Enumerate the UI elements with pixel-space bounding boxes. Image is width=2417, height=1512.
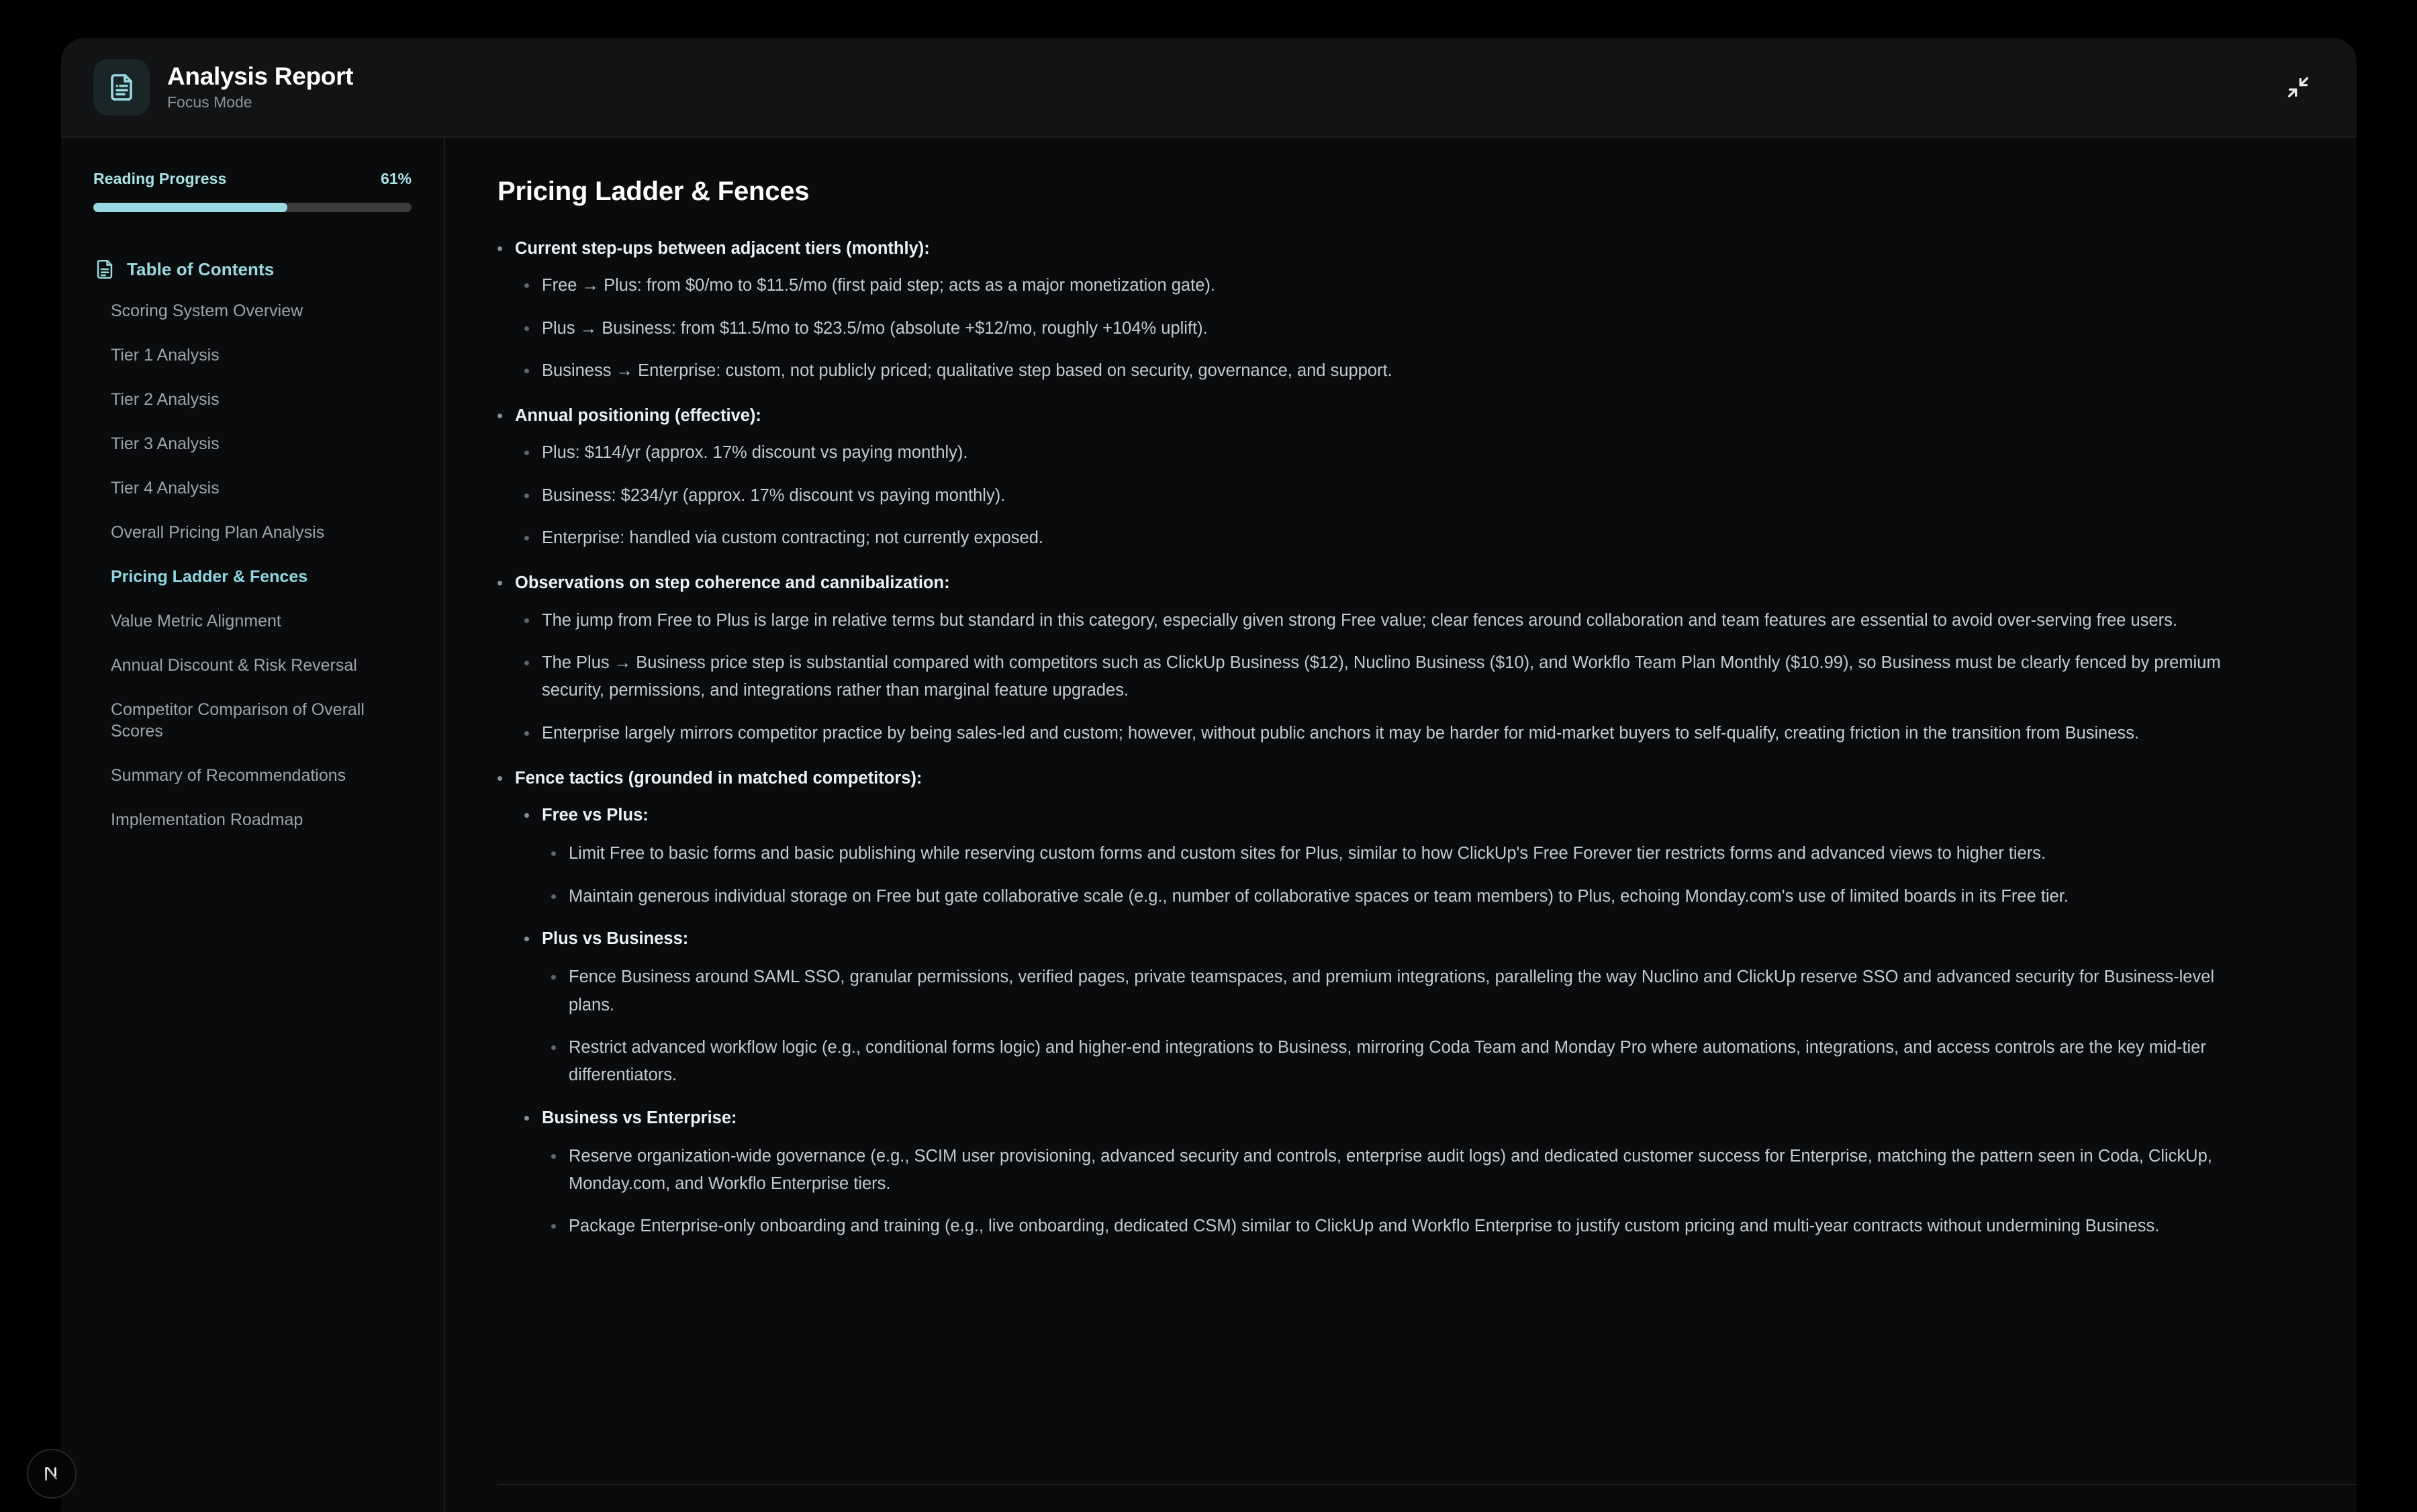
bullet-text: Annual positioning (effective): [515, 406, 761, 426]
sidebar-item[interactable] [93, 510, 412, 555]
reading-progress [93, 170, 412, 188]
content-outline [497, 235, 2242, 1241]
bullet-heading [497, 402, 2242, 430]
sidebar-item[interactable] [93, 753, 412, 798]
reading-progress-label: Reading Progress [93, 170, 227, 187]
sidebar-item[interactable] [93, 333, 412, 377]
bullet-subsublist [524, 963, 2242, 1089]
bullet-text: Package Enterprise-only onboarding and training (e.g., live onboarding, dedicated CSM) similar to ClickUp and Workflo Enterprise to justify custom pricing and multi-year contracts without undermining Business. [569, 1217, 2160, 1236]
bullet-heading [524, 1104, 2242, 1132]
bullet-item [524, 607, 2242, 634]
bullet-heading [524, 925, 2242, 953]
sidebar-item-label: Value Metric Alignment [111, 612, 281, 630]
sidebar-item-label: Tier 2 Analysis [111, 390, 220, 409]
bullet-heading [497, 765, 2242, 792]
bullet-text: Limit Free to basic forms and basic publishing while reserving custom forms and custom sites for Plus, similar to how ClickUp's Free Forever tier restricts forms and advanced views to higher tiers. [569, 844, 2046, 863]
sidebar-item[interactable] [93, 798, 412, 842]
table-of-contents-header [93, 258, 412, 281]
bullet-text: Plus → Business: from $11.5/mo to $23.5/mo (absolute +$12/mo, roughly +104% uplift). [542, 318, 1208, 338]
bullet-heading [497, 235, 2242, 263]
bullet-subsublist [524, 840, 2242, 910]
sidebar-item[interactable] [93, 422, 412, 466]
bullet-item [524, 649, 2242, 705]
sidebar-item-label: Annual Discount & Risk Reversal [111, 656, 357, 675]
bullet-item [551, 1034, 2242, 1090]
report-body [61, 138, 2357, 1512]
bullet-item [551, 1143, 2242, 1198]
bullet-text: Business vs Enterprise: [542, 1108, 737, 1127]
bullet-item [551, 840, 2242, 867]
sidebar [61, 138, 445, 1512]
sidebar-item[interactable] [93, 643, 412, 688]
sidebar-item[interactable] [93, 688, 412, 753]
report-card [61, 38, 2357, 1512]
bullet-item [551, 1213, 2242, 1240]
bullet-sublist [497, 272, 2242, 385]
sidebar-item-label: Scoring System Overview [111, 301, 303, 320]
bullet-text: Current step-ups between adjacent tiers (monthly): [515, 239, 930, 258]
table-of-contents-label: Table of Contents [127, 258, 275, 279]
sidebar-item-label: Tier 1 Analysis [111, 346, 220, 365]
sidebar-item-label: Competitor Comparison of Overall Scores [111, 700, 365, 741]
header-identity [93, 59, 353, 115]
document-text-icon [93, 59, 150, 115]
bullet-text: Maintain generous individual storage on Free but gate collaborative scale (e.g., number of collaborative spaces or team members) to Plus, echoing Monday.com's use of limited boards in its Free tier. [569, 886, 2069, 906]
bullet-sublist [497, 439, 2242, 552]
document-content [445, 138, 2357, 1512]
bullet-subsublist [524, 1143, 2242, 1241]
bullet-text: Fence Business around SAML SSO, granular permissions, verified pages, private teamspaces, and premium integrations, paralleling the way Nuclino and ClickUp reserve SSO and advanced security for Business-level plans. [569, 967, 2215, 1014]
bullet-item [524, 272, 2242, 299]
bullet-text: The Plus → Business price step is substantial compared with competitors such as ClickUp Business ($12), Nuclino Business ($10), and Workflo Team Plan Monthly ($10.99), so Business must be clearly fenced by premium security, permissions, and integrations rather than marginal feature upgrades. [542, 653, 2221, 700]
bullet-text: Restrict advanced workflow logic (e.g., conditional forms logic) and higher-end integrations to Business, mirroring Coda Team and Monday Pro where automations, integrations, and access controls are the key mid-tier differentiators. [569, 1037, 2206, 1085]
sidebar-item-label: Tier 4 Analysis [111, 479, 220, 498]
sidebar-item[interactable] [93, 466, 412, 510]
bullet-text: Plus: $114/yr (approx. 17% discount vs paying monthly). [542, 443, 968, 463]
bullet-text: Business → Enterprise: custom, not publicly priced; qualitative step based on security, governance, and support. [542, 361, 1392, 380]
reading-progress-value: 61% [380, 170, 412, 187]
sidebar-item-label: Pricing Ladder & Fences [111, 567, 308, 586]
content-divider [497, 1484, 2357, 1485]
bullet-sublist [497, 607, 2242, 747]
bullet-item [524, 482, 2242, 510]
collapse-arrows-icon[interactable] [2277, 66, 2319, 108]
sidebar-item[interactable] [93, 555, 412, 599]
bullet-text: Fence tactics (grounded in matched competitors): [515, 768, 922, 788]
bullet-sublist [497, 802, 2242, 1241]
bullet-text: Business: $234/yr (approx. 17% discount vs paying monthly). [542, 485, 1006, 505]
sidebar-item[interactable] [93, 377, 412, 422]
section-title: Pricing Ladder & Fences [497, 177, 810, 206]
table-of-contents-list [93, 289, 412, 842]
bullet-item [524, 315, 2242, 342]
sidebar-item[interactable] [93, 289, 412, 333]
reading-progress-bar [93, 203, 412, 212]
bullet-heading [497, 569, 2242, 597]
sidebar-item-label: Overall Pricing Plan Analysis [111, 523, 325, 542]
report-header [61, 38, 2357, 138]
nextjs-logo-icon[interactable] [27, 1449, 77, 1499]
sidebar-item-label: Implementation Roadmap [111, 810, 303, 829]
bullet-item [524, 357, 2242, 385]
header-titles [167, 62, 353, 112]
bullet-text: Free vs Plus: [542, 806, 649, 825]
reading-progress-fill [93, 203, 287, 212]
bullet-text: The jump from Free to Plus is large in relative terms but standard in this category, especially given strong Free value; clear fences around collaboration and team features are essential to avoid over-serving free users. [542, 610, 2177, 630]
sidebar-item-label: Summary of Recommendations [111, 766, 346, 785]
bullet-item [524, 439, 2242, 467]
bullet-text: Plus vs Business: [542, 929, 689, 949]
file-list-icon [93, 258, 116, 281]
bullet-text: Enterprise: handled via custom contracting; not currently exposed. [542, 528, 1043, 548]
bullet-item [551, 963, 2242, 1019]
bullet-text: Reserve organization-wide governance (e.g., SCIM user provisioning, advanced security and controls, enterprise audit logs) and dedicated customer success for Enterprise, matching the pattern seen in Coda, ClickUp, Monday.com, and Workflo Enterprise tiers. [569, 1146, 2212, 1194]
page-subtitle: Focus Mode [167, 93, 252, 111]
sidebar-item[interactable] [93, 599, 412, 643]
page-title: Analysis Report [167, 62, 354, 90]
bullet-heading [524, 802, 2242, 829]
bullet-text: Observations on step coherence and cannibalization: [515, 573, 950, 593]
sidebar-item-label: Tier 3 Analysis [111, 434, 220, 453]
bullet-text: Free → Plus: from $0/mo to $11.5/mo (first paid step; acts as a major monetization gate). [542, 276, 1215, 295]
bullet-item [524, 524, 2242, 552]
bullet-item [524, 720, 2242, 747]
bullet-item [551, 883, 2242, 910]
bullet-text: Enterprise largely mirrors competitor practice by being sales-led and custom; however, without public anchors it may be harder for mid-market buyers to self-qualify, creating friction in the transition from Business. [542, 723, 2140, 743]
